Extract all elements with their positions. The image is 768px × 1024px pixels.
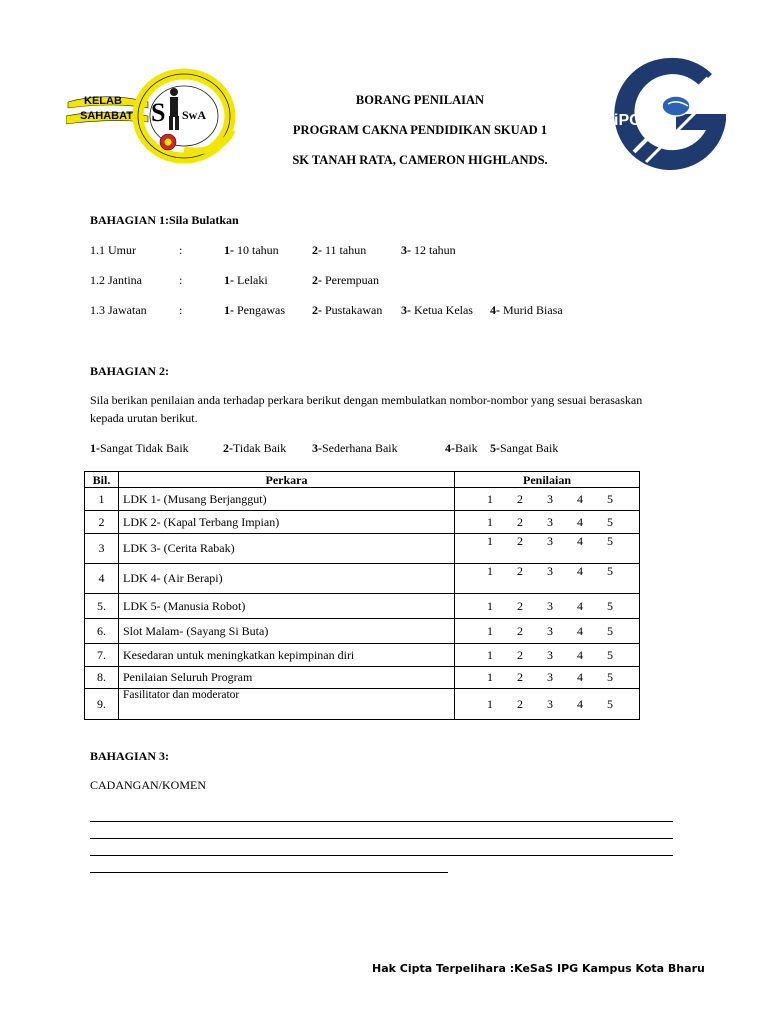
score-option-1[interactable]: 1 — [487, 647, 493, 662]
row-penilaian — [455, 619, 640, 644]
row-bil: 5. — [85, 594, 119, 619]
comment-line-4[interactable] — [90, 872, 448, 873]
row-penilaian — [455, 594, 640, 619]
scale-3: 3-Sederhana Baik — [312, 441, 398, 455]
row-penilaian — [455, 564, 640, 594]
score-option-2[interactable]: 2 — [517, 647, 523, 662]
row-penilaian — [455, 488, 640, 511]
bahagian1-heading: BAHAGIAN 1:Sila Bulatkan — [90, 213, 239, 227]
score-option-3[interactable]: 3 — [547, 564, 553, 578]
score-option-3[interactable]: 3 — [547, 647, 553, 662]
row-bil: 1 — [85, 488, 119, 511]
score-option-3[interactable]: 3 — [547, 491, 553, 506]
table-row — [85, 488, 640, 511]
row-colon: : — [179, 303, 183, 317]
table-row — [85, 689, 640, 720]
option-2[interactable]: 2- Pustakawan — [312, 303, 383, 317]
ipg-logo-text: iPG — [614, 112, 642, 129]
option-3[interactable]: 3- Ketua Kelas — [401, 303, 473, 317]
header-bil: Bil. — [85, 472, 119, 488]
row-label: 1.3 Jawatan — [90, 303, 147, 317]
row-colon: : — [179, 243, 183, 257]
row-perkara: LDK 1- (Musang Berjanggut) — [119, 488, 455, 511]
row-bil: 3 — [85, 534, 119, 564]
row-perkara: Slot Malam- (Sayang Si Buta) — [119, 619, 455, 644]
score-option-1[interactable]: 1 — [487, 491, 493, 506]
score-option-1[interactable]: 1 — [487, 534, 493, 548]
row-label: 1.2 Jantina — [90, 273, 142, 287]
table-row — [85, 644, 640, 667]
score-option-4[interactable]: 4 — [577, 623, 583, 638]
option-1[interactable]: 1- Lelaki — [224, 273, 268, 287]
option-1[interactable]: 1- Pengawas — [224, 303, 285, 317]
logo-s-letter: S — [151, 98, 166, 127]
table-row — [85, 534, 640, 564]
scale-2: 2-Tidak Baik — [223, 441, 287, 455]
score-option-2[interactable]: 2 — [517, 670, 523, 684]
row-perkara: Fasilitator dan moderator — [119, 689, 455, 720]
scale-5: 5-Sangat Baik — [490, 441, 559, 455]
scale-4: 4-Baik — [445, 441, 478, 455]
row-penilaian — [455, 534, 640, 564]
ipg-logo — [612, 56, 728, 172]
bahagian3-subtitle: CADANGAN/KOMEN — [90, 778, 206, 792]
score-option-4[interactable]: 4 — [577, 564, 583, 578]
form-title: BORANG PENILAIAN — [355, 93, 485, 107]
row-bil: 2 — [85, 511, 119, 534]
logo-sahabat-text: SAHABAT — [80, 110, 133, 122]
table-row — [85, 511, 640, 534]
score-option-4[interactable]: 4 — [577, 491, 583, 506]
row-bil: 9. — [85, 689, 119, 720]
row-perkara: LDK 2- (Kapal Terbang Impian) — [119, 511, 455, 534]
score-option-3[interactable]: 3 — [547, 623, 553, 638]
score-option-2[interactable]: 2 — [517, 514, 523, 529]
row-penilaian — [455, 644, 640, 667]
score-option-2[interactable]: 2 — [517, 696, 523, 711]
score-option-3[interactable]: 3 — [547, 534, 553, 548]
score-option-4[interactable]: 4 — [577, 647, 583, 662]
option-2[interactable]: 2- Perempuan — [312, 273, 379, 287]
score-option-5[interactable]: 5 — [607, 623, 613, 638]
row-penilaian — [455, 667, 640, 689]
score-option-4[interactable]: 4 — [577, 534, 583, 548]
row-bil: 8. — [85, 667, 119, 689]
bahagian3-heading: BAHAGIAN 3: — [90, 749, 170, 763]
score-option-5[interactable]: 5 — [607, 491, 613, 506]
score-option-1[interactable]: 1 — [487, 598, 493, 613]
bahagian2-instruction-line1: Sila berikan penilaian anda terhadap perkara berikut dengan membulatkan nombor-nombor yang sesuai berasaskan — [90, 393, 643, 407]
table-row — [85, 667, 640, 689]
score-option-5[interactable]: 5 — [607, 564, 613, 578]
comment-line-1[interactable] — [90, 821, 673, 822]
bahagian2-heading: BAHAGIAN 2: — [90, 364, 170, 378]
score-option-2[interactable]: 2 — [517, 623, 523, 638]
score-option-4[interactable]: 4 — [577, 670, 583, 684]
score-option-5[interactable]: 5 — [607, 696, 613, 711]
scale-1: 1-Sangat Tidak Baik — [90, 441, 189, 455]
table-row — [85, 619, 640, 644]
option-3[interactable]: 3- 12 tahun — [401, 243, 456, 257]
row-perkara: LDK 3- (Cerita Rabak) — [119, 534, 455, 564]
option-4[interactable]: 4- Murid Biasa — [490, 303, 563, 317]
program-title: PROGRAM CAKNA PENDIDIKAN SKUAD 1 — [292, 123, 548, 137]
score-option-5[interactable]: 5 — [607, 534, 613, 548]
header-penilaian: Penilaian — [455, 472, 640, 488]
header-perkara: Perkara — [119, 472, 455, 488]
row-perkara: Kesedaran untuk meningkatkan kepimpinan diri — [119, 644, 455, 667]
logo-swa-text: SwA — [182, 108, 207, 122]
school-title: SK TANAH RATA, CAMERON HIGHLANDS. — [292, 153, 548, 167]
score-option-3[interactable]: 3 — [547, 514, 553, 529]
row-penilaian — [455, 689, 640, 720]
table-row — [85, 594, 640, 619]
score-option-2[interactable]: 2 — [517, 534, 523, 548]
score-option-1[interactable]: 1 — [487, 564, 493, 578]
table-header-row — [85, 472, 640, 488]
row-bil: 6. — [85, 619, 119, 644]
row-label: 1.1 Umur — [90, 243, 136, 257]
kelab-sahabat-logo — [66, 58, 236, 168]
score-option-5[interactable]: 5 — [607, 598, 613, 613]
score-option-4[interactable]: 4 — [577, 598, 583, 613]
score-option-2[interactable]: 2 — [517, 491, 523, 506]
score-option-4[interactable]: 4 — [577, 514, 583, 529]
comment-line-3[interactable] — [90, 855, 673, 856]
score-option-1[interactable]: 1 — [487, 670, 493, 684]
score-option-5[interactable]: 5 — [607, 514, 613, 529]
score-option-2[interactable]: 2 — [517, 564, 523, 578]
bahagian2-instruction-line2: kepada urutan berikut. — [90, 411, 198, 425]
row-perkara: LDK 5- (Manusia Robot) — [119, 594, 455, 619]
score-option-3[interactable]: 3 — [547, 598, 553, 613]
score-option-2[interactable]: 2 — [517, 598, 523, 613]
score-option-1[interactable]: 1 — [487, 514, 493, 529]
score-option-5[interactable]: 5 — [607, 647, 613, 662]
score-option-1[interactable]: 1 — [487, 623, 493, 638]
rating-table — [84, 471, 640, 720]
copyright-footer: Hak Cipta Terpelihara :KeSaS IPG Kampus Kota Bharu — [372, 962, 705, 975]
row-perkara: Penilaian Seluruh Program — [119, 667, 455, 689]
score-option-3[interactable]: 3 — [547, 670, 553, 684]
row-perkara: LDK 4- (Air Berapi) — [119, 564, 455, 594]
row-bil: 7. — [85, 644, 119, 667]
score-option-3[interactable]: 3 — [547, 696, 553, 711]
row-bil: 4 — [85, 564, 119, 594]
score-option-1[interactable]: 1 — [487, 696, 493, 711]
score-option-5[interactable]: 5 — [607, 670, 613, 684]
option-2[interactable]: 2- 11 tahun — [312, 243, 367, 257]
score-option-4[interactable]: 4 — [577, 696, 583, 711]
logo-kelab-text: KELAB — [84, 95, 122, 107]
row-colon: : — [179, 273, 183, 287]
comment-line-2[interactable] — [90, 838, 673, 839]
table-row — [85, 564, 640, 594]
row-penilaian — [455, 511, 640, 534]
option-1[interactable]: 1- 10 tahun — [224, 243, 279, 257]
